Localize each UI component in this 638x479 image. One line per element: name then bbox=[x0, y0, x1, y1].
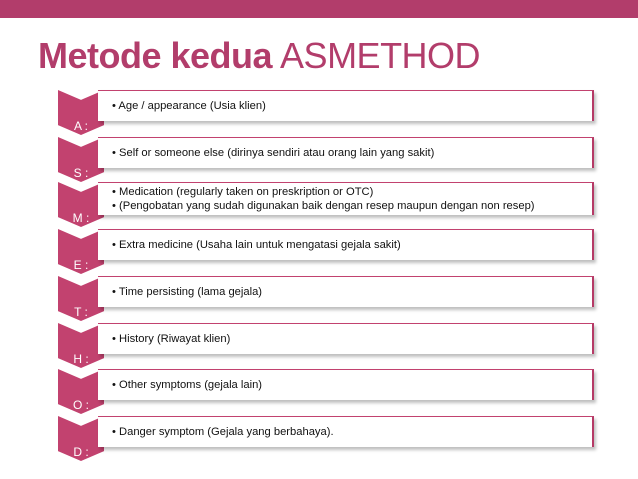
list-item-d bbox=[58, 416, 598, 461]
item-text: • Age / appearance (Usia klien) bbox=[112, 100, 266, 112]
item-content bbox=[98, 369, 594, 400]
item-text: • Self or someone else (dirinya sendiri atau orang lain yang sakit) bbox=[112, 147, 435, 159]
list-item-h bbox=[58, 323, 598, 368]
item-content bbox=[98, 276, 594, 307]
item-text: • History (Riwayat klien) bbox=[112, 333, 231, 345]
list-item-e bbox=[58, 229, 598, 274]
chevron-label: D : bbox=[73, 445, 89, 459]
top-accent-bar bbox=[0, 0, 638, 18]
item-text: • Medication (regularly taken on preskription or OTC) bbox=[112, 186, 374, 198]
chevron-label: O : bbox=[72, 398, 89, 412]
list-item-a bbox=[58, 90, 598, 135]
chevron-label: S : bbox=[73, 166, 89, 180]
item-text: • Other symptoms (gejala lain) bbox=[112, 379, 263, 391]
item-content bbox=[98, 90, 594, 121]
title-bold: Metode kedua bbox=[38, 35, 273, 76]
list-item-o bbox=[58, 369, 598, 414]
slide-title bbox=[38, 35, 480, 77]
title-normal: ASMETHOD bbox=[280, 35, 481, 76]
chevron-label: A : bbox=[73, 119, 88, 133]
item-text: • (Pengobatan yang sudah digunakan baik dengan resep maupun dengan non resep) bbox=[112, 200, 535, 212]
chevron-label: H : bbox=[73, 352, 89, 366]
item-content bbox=[98, 323, 594, 354]
item-content bbox=[98, 229, 594, 260]
list-item-m bbox=[58, 182, 598, 227]
chevron-label: M : bbox=[72, 211, 90, 225]
chevron-label: E : bbox=[73, 258, 89, 272]
item-text: • Extra medicine (Usaha lain untuk mengatasi gejala sakit) bbox=[112, 239, 401, 251]
item-content bbox=[98, 416, 594, 447]
item-content bbox=[98, 137, 594, 168]
list-item-t bbox=[58, 276, 598, 321]
item-text: • Danger symptom (Gejala yang berbahaya). bbox=[112, 426, 334, 438]
chevron-label: T : bbox=[74, 305, 88, 319]
list-item-s bbox=[58, 137, 598, 182]
item-text: • Time persisting (lama gejala) bbox=[112, 286, 263, 298]
item-content bbox=[98, 182, 594, 215]
